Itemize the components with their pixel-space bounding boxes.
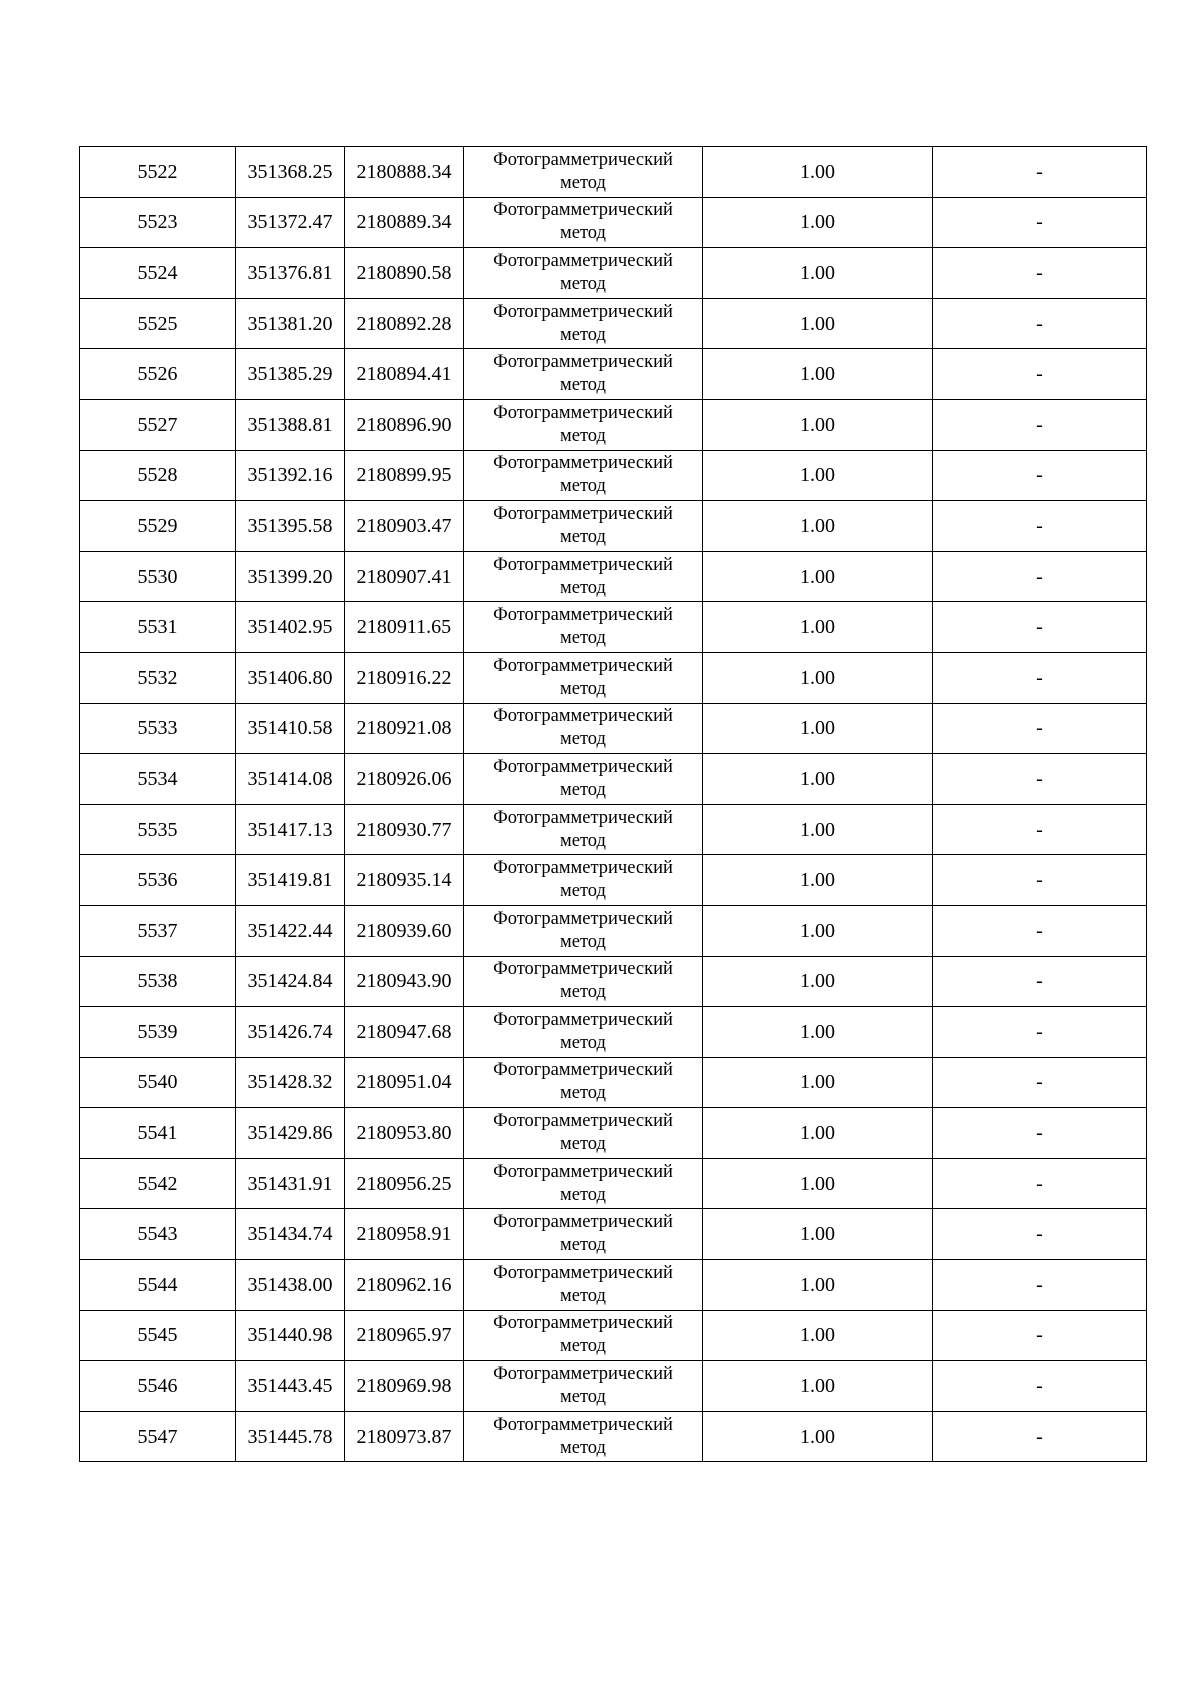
x-coordinate-cell: 351392.16	[236, 450, 345, 501]
accuracy-cell: 1.00	[703, 1007, 933, 1058]
method-cell	[464, 197, 703, 248]
method-cell	[464, 248, 703, 299]
method-line-1: Фотограмметрический	[493, 807, 673, 828]
accuracy-cell: 1.00	[703, 1209, 933, 1260]
method-line-2: метод	[560, 1032, 606, 1053]
table-row	[80, 652, 1147, 703]
method-line-2: метод	[560, 273, 606, 294]
note-cell: -	[933, 956, 1147, 1007]
table-row	[80, 1310, 1147, 1361]
y-coordinate-cell: 2180892.28	[345, 298, 464, 349]
method-cell	[464, 1209, 703, 1260]
note-cell: -	[933, 1310, 1147, 1361]
method-cell	[464, 551, 703, 602]
y-coordinate-cell: 2180973.87	[345, 1411, 464, 1462]
method-line-1: Фотограмметрический	[493, 1060, 673, 1081]
coordinates-table	[79, 146, 1147, 1462]
method-line-2: метод	[560, 1387, 606, 1408]
x-coordinate-cell: 351417.13	[236, 804, 345, 855]
method-line-1: Фотограмметрический	[493, 149, 673, 170]
x-coordinate-cell: 351368.25	[236, 147, 345, 198]
method-cell	[464, 1361, 703, 1412]
method-cell	[464, 1108, 703, 1159]
note-cell: -	[933, 905, 1147, 956]
point-number-cell: 5540	[80, 1057, 236, 1108]
method-cell	[464, 1260, 703, 1311]
point-number-cell: 5528	[80, 450, 236, 501]
note-cell: -	[933, 602, 1147, 653]
method-line-1: Фотограмметрический	[493, 1414, 673, 1435]
method-cell	[464, 602, 703, 653]
x-coordinate-cell: 351429.86	[236, 1108, 345, 1159]
note-cell: -	[933, 1361, 1147, 1412]
y-coordinate-cell: 2180907.41	[345, 551, 464, 602]
table-row	[80, 501, 1147, 552]
y-coordinate-cell: 2180939.60	[345, 905, 464, 956]
y-coordinate-cell: 2180956.25	[345, 1158, 464, 1209]
x-coordinate-cell: 351385.29	[236, 349, 345, 400]
method-cell	[464, 1310, 703, 1361]
method-line-1: Фотограмметрический	[493, 908, 673, 929]
method-line-1: Фотограмметрический	[493, 453, 673, 474]
method-line-2: метод	[560, 628, 606, 649]
method-cell	[464, 1411, 703, 1462]
method-line-2: метод	[560, 526, 606, 547]
point-number-cell: 5536	[80, 855, 236, 906]
accuracy-cell: 1.00	[703, 450, 933, 501]
x-coordinate-cell: 351434.74	[236, 1209, 345, 1260]
table-row	[80, 1158, 1147, 1209]
table-row	[80, 1260, 1147, 1311]
method-line-1: Фотограмметрический	[493, 756, 673, 777]
y-coordinate-cell: 2180953.80	[345, 1108, 464, 1159]
table-body	[80, 147, 1147, 1462]
x-coordinate-cell: 351443.45	[236, 1361, 345, 1412]
x-coordinate-cell: 351372.47	[236, 197, 345, 248]
accuracy-cell: 1.00	[703, 905, 933, 956]
table-row	[80, 349, 1147, 400]
y-coordinate-cell: 2180916.22	[345, 652, 464, 703]
point-number-cell: 5545	[80, 1310, 236, 1361]
method-line-1: Фотограмметрический	[493, 1161, 673, 1182]
note-cell: -	[933, 349, 1147, 400]
point-number-cell: 5534	[80, 754, 236, 805]
note-cell: -	[933, 754, 1147, 805]
point-number-cell: 5543	[80, 1209, 236, 1260]
point-number-cell: 5531	[80, 602, 236, 653]
note-cell: -	[933, 1108, 1147, 1159]
method-line-2: метод	[560, 476, 606, 497]
table-row	[80, 1007, 1147, 1058]
x-coordinate-cell: 351381.20	[236, 298, 345, 349]
y-coordinate-cell: 2180911.65	[345, 602, 464, 653]
method-line-2: метод	[560, 779, 606, 800]
note-cell: -	[933, 652, 1147, 703]
method-cell	[464, 1057, 703, 1108]
method-line-1: Фотограмметрический	[493, 959, 673, 980]
accuracy-cell: 1.00	[703, 602, 933, 653]
accuracy-cell: 1.00	[703, 551, 933, 602]
method-line-2: метод	[560, 577, 606, 598]
accuracy-cell: 1.00	[703, 147, 933, 198]
method-line-1: Фотограмметрический	[493, 402, 673, 423]
note-cell: -	[933, 399, 1147, 450]
point-number-cell: 5525	[80, 298, 236, 349]
x-coordinate-cell: 351431.91	[236, 1158, 345, 1209]
y-coordinate-cell: 2180921.08	[345, 703, 464, 754]
method-line-2: метод	[560, 1184, 606, 1205]
table-row	[80, 602, 1147, 653]
note-cell: -	[933, 450, 1147, 501]
method-line-1: Фотограмметрический	[493, 706, 673, 727]
method-line-1: Фотограмметрический	[493, 1313, 673, 1334]
method-line-2: метод	[560, 223, 606, 244]
x-coordinate-cell: 351440.98	[236, 1310, 345, 1361]
method-line-2: метод	[560, 1083, 606, 1104]
note-cell: -	[933, 1260, 1147, 1311]
point-number-cell: 5529	[80, 501, 236, 552]
x-coordinate-cell: 351402.95	[236, 602, 345, 653]
method-line-2: метод	[560, 678, 606, 699]
note-cell: -	[933, 298, 1147, 349]
method-line-2: метод	[560, 881, 606, 902]
method-line-2: метод	[560, 1134, 606, 1155]
method-line-1: Фотограмметрический	[493, 605, 673, 626]
x-coordinate-cell: 351410.58	[236, 703, 345, 754]
x-coordinate-cell: 351376.81	[236, 248, 345, 299]
x-coordinate-cell: 351395.58	[236, 501, 345, 552]
method-cell	[464, 855, 703, 906]
x-coordinate-cell: 351438.00	[236, 1260, 345, 1311]
y-coordinate-cell: 2180926.06	[345, 754, 464, 805]
y-coordinate-cell: 2180935.14	[345, 855, 464, 906]
accuracy-cell: 1.00	[703, 298, 933, 349]
method-cell	[464, 905, 703, 956]
x-coordinate-cell: 351445.78	[236, 1411, 345, 1462]
accuracy-cell: 1.00	[703, 754, 933, 805]
y-coordinate-cell: 2180896.90	[345, 399, 464, 450]
method-line-2: метод	[560, 931, 606, 952]
method-line-1: Фотограмметрический	[493, 301, 673, 322]
accuracy-cell: 1.00	[703, 349, 933, 400]
method-line-2: метод	[560, 1235, 606, 1256]
point-number-cell: 5522	[80, 147, 236, 198]
accuracy-cell: 1.00	[703, 197, 933, 248]
accuracy-cell: 1.00	[703, 855, 933, 906]
note-cell: -	[933, 1158, 1147, 1209]
note-cell: -	[933, 1209, 1147, 1260]
method-cell	[464, 399, 703, 450]
point-number-cell: 5537	[80, 905, 236, 956]
y-coordinate-cell: 2180899.95	[345, 450, 464, 501]
method-line-1: Фотограмметрический	[493, 858, 673, 879]
method-cell	[464, 450, 703, 501]
x-coordinate-cell: 351399.20	[236, 551, 345, 602]
method-line-1: Фотограмметрический	[493, 1212, 673, 1233]
accuracy-cell: 1.00	[703, 1361, 933, 1412]
note-cell: -	[933, 1007, 1147, 1058]
table-row	[80, 1057, 1147, 1108]
table-row	[80, 1108, 1147, 1159]
method-line-1: Фотограмметрический	[493, 554, 673, 575]
y-coordinate-cell: 2180947.68	[345, 1007, 464, 1058]
point-number-cell: 5526	[80, 349, 236, 400]
accuracy-cell: 1.00	[703, 1158, 933, 1209]
table-row	[80, 703, 1147, 754]
table-row	[80, 1411, 1147, 1462]
y-coordinate-cell: 2180969.98	[345, 1361, 464, 1412]
method-cell	[464, 754, 703, 805]
x-coordinate-cell: 351426.74	[236, 1007, 345, 1058]
table-row	[80, 399, 1147, 450]
point-number-cell: 5539	[80, 1007, 236, 1058]
method-line-1: Фотограмметрический	[493, 1364, 673, 1385]
method-line-2: метод	[560, 324, 606, 345]
x-coordinate-cell: 351414.08	[236, 754, 345, 805]
y-coordinate-cell: 2180894.41	[345, 349, 464, 400]
x-coordinate-cell: 351424.84	[236, 956, 345, 1007]
table-row	[80, 450, 1147, 501]
y-coordinate-cell: 2180958.91	[345, 1209, 464, 1260]
point-number-cell: 5524	[80, 248, 236, 299]
method-line-2: метод	[560, 982, 606, 1003]
note-cell: -	[933, 703, 1147, 754]
note-cell: -	[933, 197, 1147, 248]
method-line-1: Фотограмметрический	[493, 655, 673, 676]
table-row	[80, 804, 1147, 855]
point-number-cell: 5530	[80, 551, 236, 602]
table-row	[80, 551, 1147, 602]
method-cell	[464, 501, 703, 552]
accuracy-cell: 1.00	[703, 804, 933, 855]
accuracy-cell: 1.00	[703, 703, 933, 754]
accuracy-cell: 1.00	[703, 956, 933, 1007]
note-cell: -	[933, 147, 1147, 198]
accuracy-cell: 1.00	[703, 1260, 933, 1311]
table-row	[80, 147, 1147, 198]
method-line-2: метод	[560, 375, 606, 396]
method-line-2: метод	[560, 172, 606, 193]
method-cell	[464, 804, 703, 855]
accuracy-cell: 1.00	[703, 1310, 933, 1361]
point-number-cell: 5532	[80, 652, 236, 703]
note-cell: -	[933, 551, 1147, 602]
method-line-1: Фотограмметрический	[493, 1262, 673, 1283]
accuracy-cell: 1.00	[703, 1108, 933, 1159]
note-cell: -	[933, 855, 1147, 906]
method-cell	[464, 1007, 703, 1058]
table-row	[80, 905, 1147, 956]
method-line-2: метод	[560, 1437, 606, 1458]
method-line-1: Фотограмметрический	[493, 1111, 673, 1132]
accuracy-cell: 1.00	[703, 652, 933, 703]
method-cell	[464, 147, 703, 198]
point-number-cell: 5533	[80, 703, 236, 754]
note-cell: -	[933, 248, 1147, 299]
accuracy-cell: 1.00	[703, 501, 933, 552]
method-line-2: метод	[560, 729, 606, 750]
table-row	[80, 1361, 1147, 1412]
table-row	[80, 248, 1147, 299]
point-number-cell: 5542	[80, 1158, 236, 1209]
accuracy-cell: 1.00	[703, 1411, 933, 1462]
x-coordinate-cell: 351422.44	[236, 905, 345, 956]
table-row	[80, 197, 1147, 248]
table-row	[80, 298, 1147, 349]
accuracy-cell: 1.00	[703, 1057, 933, 1108]
point-number-cell: 5523	[80, 197, 236, 248]
table-row	[80, 855, 1147, 906]
x-coordinate-cell: 351419.81	[236, 855, 345, 906]
note-cell: -	[933, 804, 1147, 855]
y-coordinate-cell: 2180951.04	[345, 1057, 464, 1108]
x-coordinate-cell: 351388.81	[236, 399, 345, 450]
point-number-cell: 5538	[80, 956, 236, 1007]
point-number-cell: 5535	[80, 804, 236, 855]
x-coordinate-cell: 351406.80	[236, 652, 345, 703]
point-number-cell: 5541	[80, 1108, 236, 1159]
method-cell	[464, 956, 703, 1007]
method-line-2: метод	[560, 1336, 606, 1357]
method-line-1: Фотограмметрический	[493, 1009, 673, 1030]
y-coordinate-cell: 2180890.58	[345, 248, 464, 299]
y-coordinate-cell: 2180930.77	[345, 804, 464, 855]
point-number-cell: 5547	[80, 1411, 236, 1462]
method-line-2: метод	[560, 830, 606, 851]
point-number-cell: 5544	[80, 1260, 236, 1311]
y-coordinate-cell: 2180889.34	[345, 197, 464, 248]
table-row	[80, 1209, 1147, 1260]
method-line-1: Фотограмметрический	[493, 250, 673, 271]
method-cell	[464, 1158, 703, 1209]
point-number-cell: 5527	[80, 399, 236, 450]
method-cell	[464, 298, 703, 349]
y-coordinate-cell: 2180962.16	[345, 1260, 464, 1311]
method-line-1: Фотограмметрический	[493, 200, 673, 221]
accuracy-cell: 1.00	[703, 248, 933, 299]
table-row	[80, 754, 1147, 805]
y-coordinate-cell: 2180888.34	[345, 147, 464, 198]
method-cell	[464, 703, 703, 754]
method-line-2: метод	[560, 425, 606, 446]
x-coordinate-cell: 351428.32	[236, 1057, 345, 1108]
accuracy-cell: 1.00	[703, 399, 933, 450]
y-coordinate-cell: 2180943.90	[345, 956, 464, 1007]
method-cell	[464, 349, 703, 400]
method-line-1: Фотограмметрический	[493, 503, 673, 524]
method-cell	[464, 652, 703, 703]
point-number-cell: 5546	[80, 1361, 236, 1412]
method-line-2: метод	[560, 1285, 606, 1306]
note-cell: -	[933, 1411, 1147, 1462]
method-line-1: Фотограмметрический	[493, 352, 673, 373]
table-row	[80, 956, 1147, 1007]
y-coordinate-cell: 2180965.97	[345, 1310, 464, 1361]
y-coordinate-cell: 2180903.47	[345, 501, 464, 552]
note-cell: -	[933, 501, 1147, 552]
note-cell: -	[933, 1057, 1147, 1108]
